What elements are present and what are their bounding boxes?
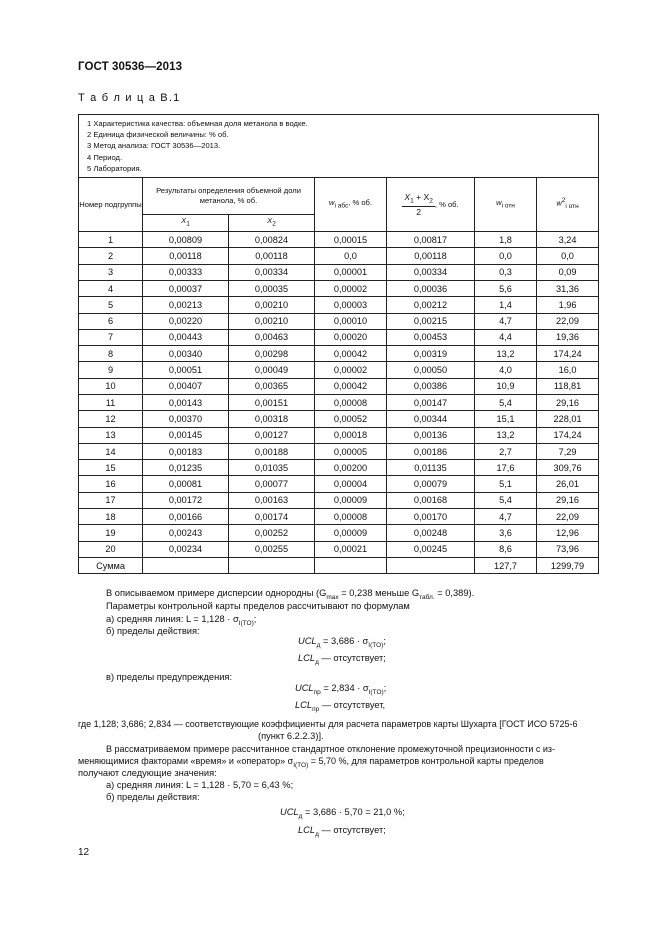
cell-wabs: 0,00002 <box>315 280 387 296</box>
cell-wotn: 5,6 <box>475 280 537 296</box>
cell-mean: 0,00453 <box>387 329 475 345</box>
cell-x1: 0,00166 <box>143 509 229 525</box>
data-table <box>78 114 599 574</box>
cell-x1: 0,00143 <box>143 394 229 410</box>
cell-wabs: 0,00200 <box>315 460 387 476</box>
info-line: 1 Характеристика качества: объемная доля метанола в водке. <box>87 119 308 128</box>
cell-wabs: 0,00005 <box>315 443 387 459</box>
cell-group: 20 <box>79 541 143 557</box>
table-body <box>79 232 599 558</box>
cell-wotn: 8,6 <box>475 541 537 557</box>
cell-mean: 0,00186 <box>387 443 475 459</box>
cell-mean: 0,00248 <box>387 525 475 541</box>
cell-wotn: 5,1 <box>475 476 537 492</box>
cell-mean: 0,00036 <box>387 280 475 296</box>
cell-wotn: 13,2 <box>475 427 537 443</box>
cell-mean: 0,00147 <box>387 394 475 410</box>
cell-wotn: 0,3 <box>475 264 537 280</box>
cell-wabs: 0,00021 <box>315 541 387 557</box>
para-example-cont: меняющимися факторами «время» и «оператор» $\sigma_{I(TO)} = 5,70$ %, для параметров контрольной карты пределов <box>78 756 544 769</box>
para-warning-limits: в) пределы предупреждения: <box>106 672 233 682</box>
table-row <box>79 427 599 443</box>
cell-mean: 0,00079 <box>387 476 475 492</box>
cell-wotn: 5,4 <box>475 394 537 410</box>
cell-w2: 174,24 <box>537 346 599 362</box>
cell-w2: 73,96 <box>537 541 599 557</box>
cell-wabs: 0,00001 <box>315 264 387 280</box>
table-row <box>79 297 599 313</box>
cell-mean: 0,00215 <box>387 313 475 329</box>
cell-x2: 0,00210 <box>229 313 315 329</box>
table-row <box>79 280 599 296</box>
cell-w2: 174,24 <box>537 427 599 443</box>
para-action-limits-2: б) пределы действия: <box>106 792 200 802</box>
col-header-wabs: $w_{i абс}$, % об. <box>315 178 387 232</box>
para-params: Параметры контрольной карты пределов рассчитывают по формулам <box>106 601 410 611</box>
table-caption: Т а б л и ц а В.1 <box>78 92 181 104</box>
cell-x1: 0,01235 <box>143 460 229 476</box>
cell-x2: 0,00163 <box>229 492 315 508</box>
cell-group: 15 <box>79 460 143 476</box>
sum-wotn: 127,7 <box>475 557 537 573</box>
table-row <box>79 264 599 280</box>
cell-x1: 0,00340 <box>143 346 229 362</box>
cell-wabs: 0,00052 <box>315 411 387 427</box>
cell-w2: 3,24 <box>537 232 599 248</box>
cell-group: 19 <box>79 525 143 541</box>
cell-wabs: 0,00010 <box>315 313 387 329</box>
cell-x2: 0,00824 <box>229 232 315 248</box>
table-info <box>79 115 599 178</box>
cell-group: 5 <box>79 297 143 313</box>
cell-wotn: 1,8 <box>475 232 537 248</box>
cell-x2: 0,00174 <box>229 509 315 525</box>
cell-x2: 0,00188 <box>229 443 315 459</box>
cell-mean: 0,00344 <box>387 411 475 427</box>
table-row <box>79 362 599 378</box>
cell-wabs: 0,00004 <box>315 476 387 492</box>
cell-x2: 0,00210 <box>229 297 315 313</box>
table-row <box>79 509 599 525</box>
table-row <box>79 460 599 476</box>
cell-x2: 0,01035 <box>229 460 315 476</box>
cell-group: 3 <box>79 264 143 280</box>
cell-x2: 0,00334 <box>229 264 315 280</box>
para-example: В рассматриваемом примере рассчитанное стандартное отклонение промежуточной прецизионности с из- <box>106 744 556 754</box>
cell-wabs: 0,00020 <box>315 329 387 345</box>
cell-group: 2 <box>79 248 143 264</box>
cell-w2: 309,76 <box>537 460 599 476</box>
cell-x1: 0,00172 <box>143 492 229 508</box>
cell-wabs: 0,00042 <box>315 378 387 394</box>
cell-wotn: 4,4 <box>475 329 537 345</box>
table-row <box>79 411 599 427</box>
cell-x2: 0,00463 <box>229 329 315 345</box>
formula-lcl-value: $LCL_д$ — отсутствует; <box>298 825 386 838</box>
cell-x1: 0,00243 <box>143 525 229 541</box>
cell-w2: 12,96 <box>537 525 599 541</box>
info-line: 4 Период. <box>87 152 123 162</box>
cell-x1: 0,00183 <box>143 443 229 459</box>
sum-label: Сумма <box>79 557 143 573</box>
cell-x1: 0,00051 <box>143 362 229 378</box>
table-row <box>79 346 599 362</box>
table-row <box>79 541 599 557</box>
cell-group: 7 <box>79 329 143 345</box>
cell-wotn: 13,2 <box>475 346 537 362</box>
cell-x2: 0,00318 <box>229 411 315 427</box>
para-homogeneous: В описываемом примере дисперсии однородны ($G_{max} = 0,238$ меньше $G_{табл.} = 0,389$). <box>106 588 475 601</box>
cell-wotn: 10,9 <box>475 378 537 394</box>
info-line: 3 Метод анализа: ГОСТ 30536—2013. <box>87 141 221 151</box>
cell-w2: 118,81 <box>537 378 599 394</box>
cell-w2: 0,0 <box>537 248 599 264</box>
cell-mean: 0,01135 <box>387 460 475 476</box>
cell-wotn: 5,4 <box>475 492 537 508</box>
formula-ucl-warning: $UCL_{пр} = 2,834 \cdot \sigma_{I(TO)}$; <box>295 683 387 696</box>
cell-mean: 0,00118 <box>387 248 475 264</box>
cell-w2: 7,29 <box>537 443 599 459</box>
col-header-wotn: $w_{i отн}$ <box>475 178 537 232</box>
cell-group: 4 <box>79 280 143 296</box>
table-row <box>79 525 599 541</box>
para-action-limits: б) пределы действия: <box>106 626 200 636</box>
cell-mean: 0,00334 <box>387 264 475 280</box>
cell-x2: 0,00077 <box>229 476 315 492</box>
cell-mean: 0,00212 <box>387 297 475 313</box>
table-row <box>79 248 599 264</box>
cell-group: 13 <box>79 427 143 443</box>
cell-group: 17 <box>79 492 143 508</box>
cell-wotn: 4,7 <box>475 313 537 329</box>
cell-w2: 228,01 <box>537 411 599 427</box>
cell-wotn: 1,4 <box>475 297 537 313</box>
col-header-results: Результаты определения объемной доли метанола, % об. <box>143 178 315 215</box>
cell-wotn: 17,6 <box>475 460 537 476</box>
cell-wotn: 3,6 <box>475 525 537 541</box>
cell-mean: 0,00170 <box>387 509 475 525</box>
cell-x2: 0,00035 <box>229 280 315 296</box>
cell-w2: 19,36 <box>537 329 599 345</box>
para-midline: а) средняя линия: $L = 1,128 \cdot \sigma_{I(TO)}$; <box>106 614 257 627</box>
cell-wabs: 0,0 <box>315 248 387 264</box>
table-row <box>79 313 599 329</box>
cell-x1: 0,00220 <box>143 313 229 329</box>
para-coefficients: где 1,128; 3,686; 2,834 — соответствующие коэффициенты для расчета параметров карты Шухарта [ГОСТ ИСО 5725-6 <box>78 719 578 729</box>
sum-w2: 1299,79 <box>537 557 599 573</box>
cell-x1: 0,00443 <box>143 329 229 345</box>
table-row <box>79 329 599 345</box>
cell-w2: 22,09 <box>537 509 599 525</box>
cell-w2: 22,09 <box>537 313 599 329</box>
cell-x2: 0,00252 <box>229 525 315 541</box>
cell-w2: 1,96 <box>537 297 599 313</box>
document-header: ГОСТ 30536—2013 <box>78 61 183 73</box>
cell-wotn: 15,1 <box>475 411 537 427</box>
cell-x1: 0,00234 <box>143 541 229 557</box>
cell-w2: 0,09 <box>537 264 599 280</box>
cell-mean: 0,00817 <box>387 232 475 248</box>
cell-group: 14 <box>79 443 143 459</box>
cell-group: 1 <box>79 232 143 248</box>
cell-x2: 0,00118 <box>229 248 315 264</box>
cell-mean: 0,00386 <box>387 378 475 394</box>
cell-wabs: 0,00015 <box>315 232 387 248</box>
cell-group: 6 <box>79 313 143 329</box>
para-midline-value: а) средняя линия: L = 1,128 · 5,70 = 6,43 %; <box>106 780 294 790</box>
col-header-mean: $\frac{X_1 + X_2}{2}$ , % об. <box>387 178 475 232</box>
cell-x1: 0,00037 <box>143 280 229 296</box>
cell-w2: 29,16 <box>537 394 599 410</box>
cell-x2: 0,00049 <box>229 362 315 378</box>
table-row <box>79 394 599 410</box>
table-row <box>79 492 599 508</box>
cell-wabs: 0,00003 <box>315 297 387 313</box>
cell-mean: 0,00050 <box>387 362 475 378</box>
col-header-group: Номер подгруппы <box>79 178 143 232</box>
cell-x2: 0,00127 <box>229 427 315 443</box>
table-row-sum <box>79 557 599 573</box>
table-row <box>79 232 599 248</box>
cell-group: 9 <box>79 362 143 378</box>
cell-x2: 0,00151 <box>229 394 315 410</box>
cell-mean: 0,00168 <box>387 492 475 508</box>
cell-mean: 0,00136 <box>387 427 475 443</box>
cell-w2: 16,0 <box>537 362 599 378</box>
cell-group: 12 <box>79 411 143 427</box>
table-row <box>79 378 599 394</box>
cell-wabs: 0,00042 <box>315 346 387 362</box>
cell-wotn: 2,7 <box>475 443 537 459</box>
cell-wotn: 0,0 <box>475 248 537 264</box>
cell-mean: 0,00245 <box>387 541 475 557</box>
cell-w2: 31,36 <box>537 280 599 296</box>
formula-ucl-action: $UCL_д = 3,686 \cdot \sigma_{I(TO)}$; <box>298 636 386 649</box>
para-values: получают следующие значения: <box>78 768 217 778</box>
cell-wabs: 0,00002 <box>315 362 387 378</box>
formula-ucl-value: $UCL_д = 3,686 \cdot 5,70 = 21,0$ %; <box>280 807 405 820</box>
cell-x1: 0,00333 <box>143 264 229 280</box>
table-row <box>79 476 599 492</box>
cell-x1: 0,00809 <box>143 232 229 248</box>
formula-lcl-warning: $LCL_{пр}$ — отсутствует, <box>295 700 386 713</box>
cell-mean: 0,00319 <box>387 346 475 362</box>
cell-wabs: 0,00018 <box>315 427 387 443</box>
info-line: 5 Лаборатория. <box>87 163 142 173</box>
cell-x1: 0,00370 <box>143 411 229 427</box>
cell-x1: 0,00118 <box>143 248 229 264</box>
formula-lcl-action: $LCL_д$ — отсутствует; <box>298 653 386 666</box>
cell-group: 16 <box>79 476 143 492</box>
cell-wabs: 0,00008 <box>315 394 387 410</box>
cell-x1: 0,00407 <box>143 378 229 394</box>
cell-group: 11 <box>79 394 143 410</box>
cell-x2: 0,00298 <box>229 346 315 362</box>
col-header-w2: $w^2_{i отн}$ <box>537 178 599 232</box>
cell-wotn: 4,0 <box>475 362 537 378</box>
col-header-x1: $X_1$ <box>143 215 229 232</box>
cell-x1: 0,00213 <box>143 297 229 313</box>
cell-x2: 0,00365 <box>229 378 315 394</box>
col-header-x2: $X_2$ <box>229 215 315 232</box>
cell-group: 8 <box>79 346 143 362</box>
info-line: 2 Единица физической величины: % об. <box>87 130 229 140</box>
cell-group: 10 <box>79 378 143 394</box>
cell-x1: 0,00145 <box>143 427 229 443</box>
cell-x1: 0,00081 <box>143 476 229 492</box>
para-coefficients-ref: (пункт 6.2.2.3)]. <box>258 731 324 741</box>
cell-w2: 29,16 <box>537 492 599 508</box>
cell-wotn: 4,7 <box>475 509 537 525</box>
cell-wabs: 0,00009 <box>315 525 387 541</box>
cell-group: 18 <box>79 509 143 525</box>
table-row <box>79 443 599 459</box>
cell-x2: 0,00255 <box>229 541 315 557</box>
page-number: 12 <box>78 847 90 858</box>
cell-wabs: 0,00008 <box>315 509 387 525</box>
cell-wabs: 0,00009 <box>315 492 387 508</box>
cell-w2: 26,01 <box>537 476 599 492</box>
